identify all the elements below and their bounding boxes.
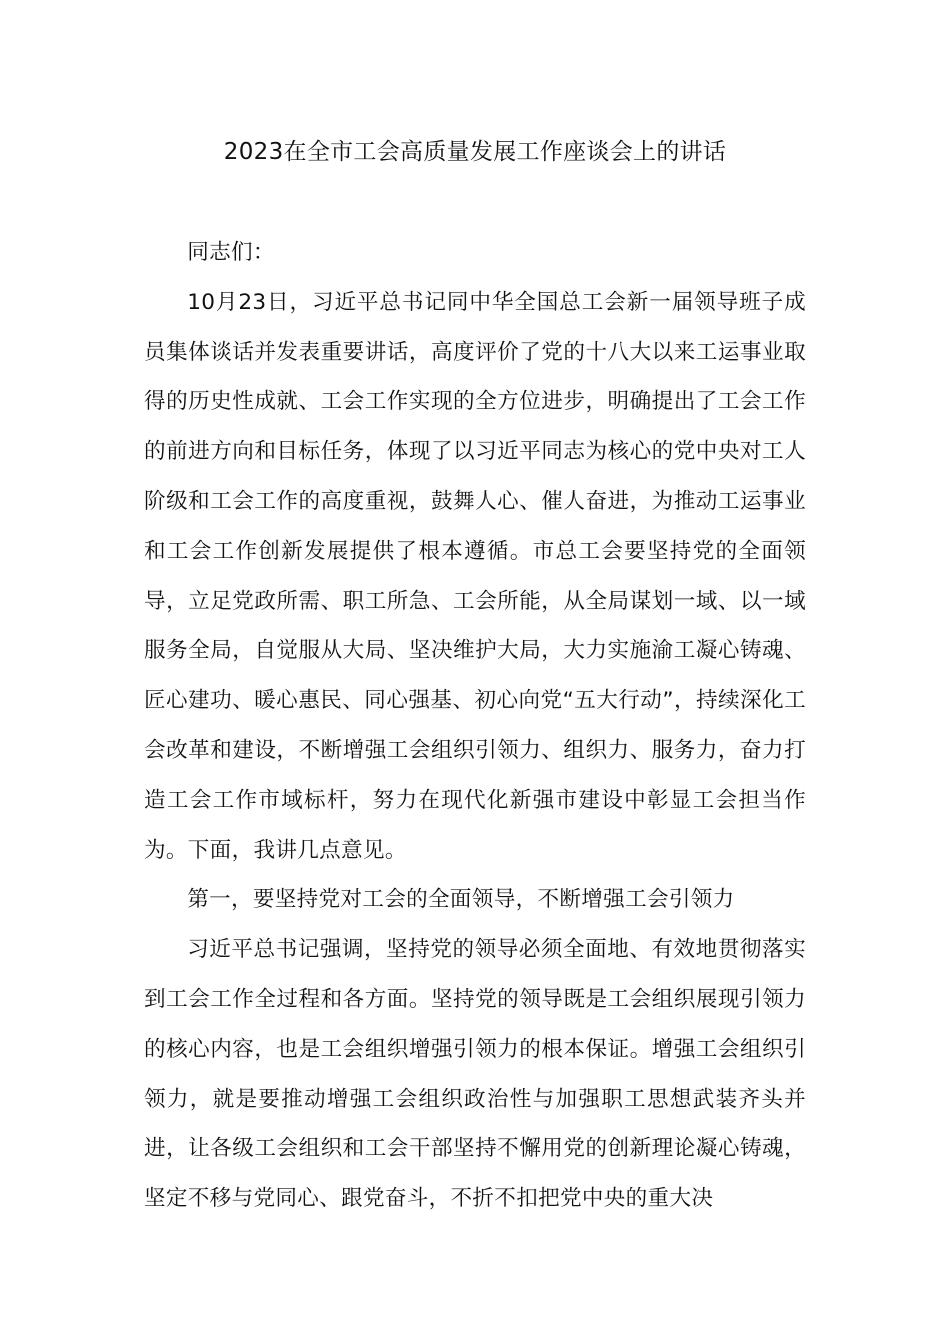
intro-paragraph: 10月23日，习近平总书记同中华全国总工会新一届领导班子成员集体谈话并发表重要讲话，高度评价了党的十八大以来工运事业取得的历史性成就、工会工作实现的全方位进步，明确提出了工会工作的前进方向和目标任务，体现了以习近平同志为核心的党中央对工人阶级和工会工作的高度重视，鼓舞人心、催人奋进，为推动工运事业和工会工作创新发展提供了根本遵循。市总工会要坚持党的全面领导，立足党政所需、职工所急、工会所能，从全局谋划一域、以一域服务全局，自觉服从大局、坚决维护大局，大力实施渝工凝心铸魂、匠心建功、暖心惠民、同心强基、初心向党“五大行动”，持续深化工会改革和建设，不断增强工会组织引领力、组织力、服务力，奋力打造工会工作市域标杆，努力在现代化新强市建设中彰显工会担当作为。下面，我讲几点意见。 [144,289,806,863]
section-body-paragraph: 习近平总书记强调，坚持党的领导必须全面地、有效地贯彻落实到工会工作全过程和各方面。坚持党的领导既是工会组织展现引领力的核心内容，也是工会组织增强引领力的根本保证。增强工会组织引领力，就是要推动增强工会组织政治性与加强职工思想武装齐头并进，让各级工会组织和工会干部坚持不懈用党的创新理论凝心铸魂，坚定不移与党同心、跟党奋斗，不折不扣把党中央的重大决 [144,937,806,1212]
document-body [144,228,806,1224]
section-heading-paragraph: 第一，要坚持党对工会的全面领导，不断增强工会引领力 [187,887,735,913]
salutation-paragraph: 同志们： [187,240,275,265]
document-title: 2023在全市工会高质量发展工作座谈会上的讲话 [223,139,727,165]
